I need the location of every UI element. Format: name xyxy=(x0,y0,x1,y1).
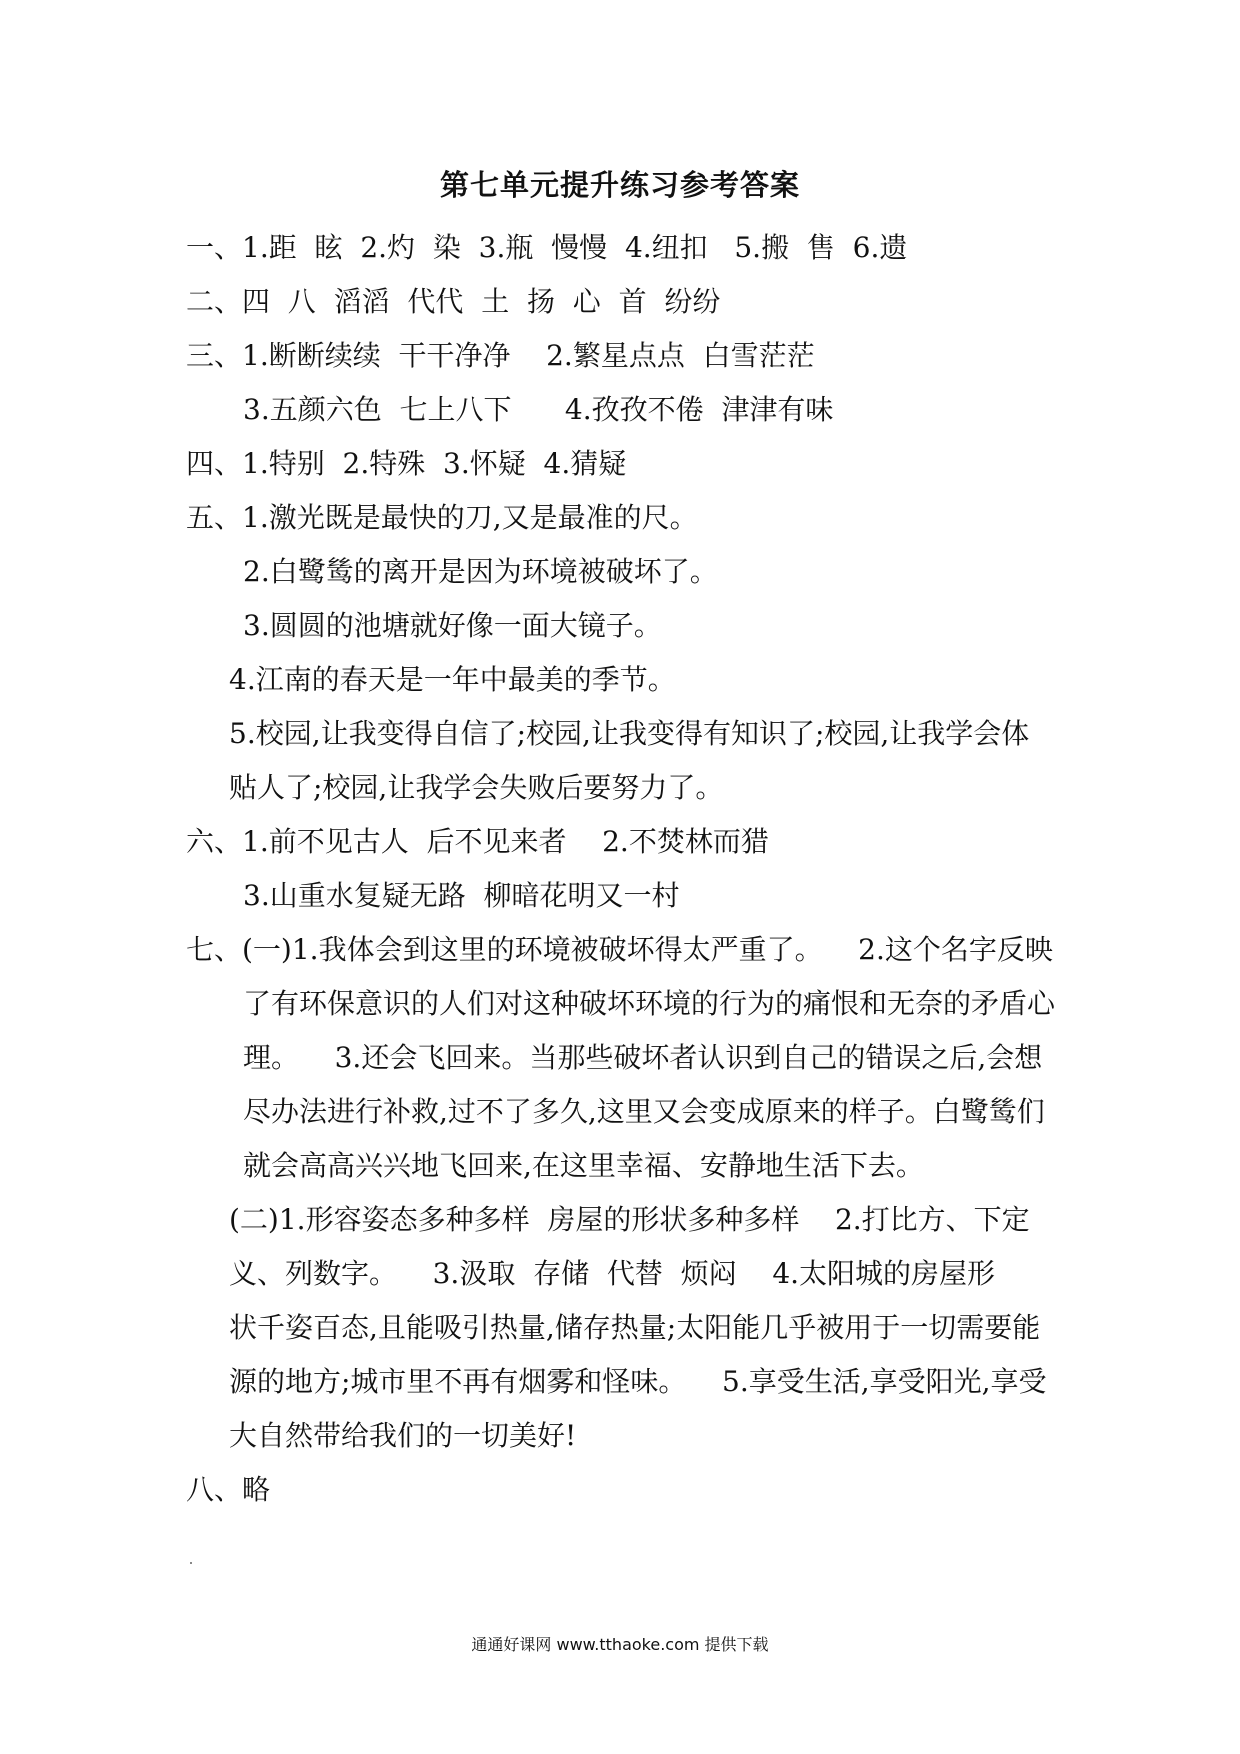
answer-line-20: 义、列数字。 3.汲取 存储 代替 烦闷 4.太阳城的房屋形 xyxy=(229,1257,996,1290)
answer-line-12: 六、1.前不见古人 后不见来者 2.不焚林而猎 xyxy=(186,825,769,858)
answer-line-1: 一、1.距 眩 2.灼 染 3.瓶 慢慢 4.纽扣 5.搬 售 6.遗 xyxy=(186,231,908,264)
footer-source: 通通好课网 www.tthaoke.com 提供下载 xyxy=(471,1635,769,1654)
answer-line-7: 2.白鹭鸶的离开是因为环境被破坏了。 xyxy=(243,555,718,588)
answer-line-9: 4.江南的春天是一年中最美的季节。 xyxy=(229,663,676,696)
page-title: 第七单元提升练习参考答案 xyxy=(439,168,800,202)
answer-line-2: 二、四 八 滔滔 代代 土 扬 心 首 纷纷 xyxy=(186,285,721,318)
answer-line-10: 5.校园,让我变得自信了;校园,让我变得有知识了;校园,让我学会体 xyxy=(229,717,1030,750)
answer-line-14: 七、(一)1.我体会到这里的环境被破坏得太严重了。 2.这个名字反映 xyxy=(186,933,1053,966)
answer-line-23: 大自然带给我们的一切美好! xyxy=(229,1419,577,1452)
answer-line-6: 五、1.激光既是最快的刀,又是最准的尺。 xyxy=(186,501,698,534)
answer-line-13: 3.山重水复疑无路 柳暗花明又一村 xyxy=(243,879,680,912)
answer-line-4: 3.五颜六色 七上八下 4.孜孜不倦 津津有味 xyxy=(243,393,834,426)
answer-line-3: 三、1.断断续续 干干净净 2.繁星点点 白雪茫茫 xyxy=(186,339,815,372)
answer-line-16: 理。 3.还会飞回来。当那些破坏者认识到自己的错误之后,会想 xyxy=(243,1041,1043,1074)
answer-line-18: 就会高高兴兴地飞回来,在这里幸福、安静地生活下去。 xyxy=(243,1149,924,1182)
answer-line-15: 了有环保意识的人们对这种破坏环境的行为的痛恨和无奈的矛盾心 xyxy=(243,987,1056,1020)
answer-line-8: 3.圆圆的池塘就好像一面大镜子。 xyxy=(243,609,662,642)
answer-line-5: 四、1.特别 2.特殊 3.怀疑 4.猜疑 xyxy=(186,447,627,480)
answer-line-11: 贴人了;校园,让我学会失败后要努力了。 xyxy=(229,771,724,804)
answer-line-17: 尽办法进行补救,过不了多久,这里又会变成原来的样子。白鹭鸶们 xyxy=(243,1095,1045,1128)
scan-speck xyxy=(190,1562,192,1564)
answer-line-22: 源的地方;城市里不再有烟雾和怪味。 5.享受生活,享受阳光,享受 xyxy=(229,1365,1047,1398)
answer-line-21: 状千姿百态,且能吸引热量,储存热量;太阳能几乎被用于一切需要能 xyxy=(229,1311,1041,1344)
answer-line-19: (二)1.形容姿态多种多样 房屋的形状多种多样 2.打比方、下定 xyxy=(229,1203,1030,1236)
answer-line-24: 八、略 xyxy=(186,1473,271,1506)
